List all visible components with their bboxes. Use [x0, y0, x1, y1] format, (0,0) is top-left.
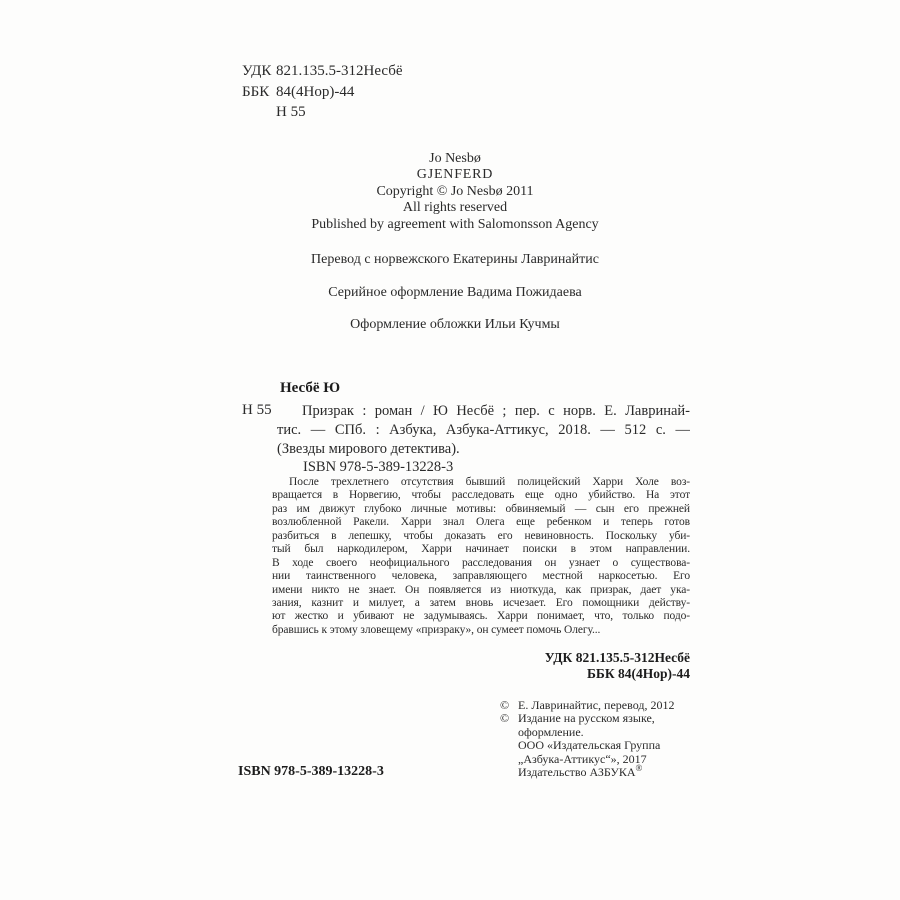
original-copyright-line: Copyright © Jo Nesbø 2011: [376, 183, 534, 199]
translation-credit: Перевод с норвежского Екатерины Лавринайтис: [311, 252, 599, 267]
udk-value: 821.135.5-312Несбё: [276, 63, 403, 79]
copyright-entry: [500, 699, 674, 712]
copyright-mark: ©: [500, 711, 510, 726]
annotation-line: нии таинственного человека, заправляющего местной наркосетью. Его: [272, 570, 690, 583]
series-design-credit: Серийное оформление Вадима Пожидаева: [328, 284, 582, 300]
copyright-publisher-lines: [518, 712, 660, 779]
annotation-line: вращается в Норвегию, чтобы расследовать еще одно убийство. На этот: [272, 489, 690, 502]
publisher-line: [518, 763, 660, 780]
annotation-line: имени никто не знает. Он появляется из ниоткуда, как призрак, дает ука-: [272, 583, 690, 596]
catalog-codes-top: [242, 61, 403, 123]
bbk-label: ББК: [242, 83, 270, 100]
udk-line: [242, 61, 403, 82]
copyright-entry: [500, 712, 674, 779]
book-annotation: [272, 476, 690, 637]
bib-line: тис. — СПб. : Азбука, Азбука-Аттикус, 2018. — 512 с. —: [277, 421, 690, 438]
copyright-translator-line: Е. Лавринайтис, перевод, 2012: [518, 698, 675, 712]
bib-author: Несбё Ю: [280, 380, 341, 396]
annotation-line: В ходе своего неофициального расследования он узнает о существова-: [272, 556, 690, 569]
udk-label: УДК: [242, 63, 272, 79]
annotation-line: После трехлетнего отсутствия бывший полицейский Харри Холе воз-: [289, 476, 690, 488]
copyright-block: [500, 699, 674, 780]
agency-line: Published by agreement with Salomonsson Agency: [311, 216, 599, 232]
registered-trademark-mark: ®: [635, 763, 643, 774]
annotation-line: ют жестко и убивают не задумываясь. Харри понимает, что, только подо-: [272, 610, 690, 623]
copyright-line: оформление.: [518, 724, 584, 739]
copyright-line: ООО «Издательская Группа: [518, 738, 661, 753]
isbn-bottom: ISBN 978-5-389-13228-3: [238, 764, 384, 779]
original-title: GJENFERD: [416, 167, 494, 183]
publisher-name: Издательство АЗБУКА: [518, 765, 636, 780]
annotation-line: возлюбленной Ракели. Харри знал Олега еще ребенком и теперь готов: [272, 516, 690, 529]
original-author: Jo Nesbø: [429, 151, 481, 166]
rights-reserved-line: All rights reserved: [402, 200, 508, 216]
copyright-mark: ©: [500, 698, 510, 712]
copyright-line: „Азбука-Аттикус“», 2017: [518, 751, 647, 766]
bib-line: (Звезды мирового детектива).: [277, 440, 460, 457]
bib-description: [277, 402, 690, 477]
original-edition-block: [230, 151, 680, 233]
annotation-line: тый был наркодилером, Харри начинает поиски в этом направлении.: [272, 543, 690, 556]
bbk-line-bottom: ББК 84(4Нор)-44: [586, 666, 690, 682]
bbk-line: [242, 82, 403, 103]
catalog-codes-bottom: [440, 650, 690, 682]
annotation-line: бравшись к этому зловещему «призраку», он сумеет помочь Олегу...: [272, 623, 601, 636]
author-sign-code: Н 55: [276, 104, 306, 120]
edition-credits: [230, 253, 680, 351]
cover-design-credit: Оформление обложки Ильи Кучмы: [350, 317, 560, 332]
bib-catalog-code: Н 55: [242, 402, 272, 418]
annotation-line: разбиться в лепешку, чтобы доказать его невиновность. Поскольку уби-: [272, 529, 690, 542]
annotation-line: зания, казнит и милует, а затем вновь исчезает. Его помощники действу-: [272, 596, 690, 609]
bib-line: Призрак : роман / Ю Несбё ; пер. с норв. Е. Лавринай-: [302, 403, 690, 419]
udk-line-bottom: УДК 821.135.5-312Несбё: [544, 650, 690, 665]
bib-isbn: ISBN 978-5-389-13228-3: [303, 459, 454, 476]
bbk-value: 84(4Нор)-44: [276, 83, 355, 100]
copyright-line: Издание на русском языке,: [518, 711, 655, 726]
annotation-line: раз им движут глубоко личные мотивы: обвиняемый — сын его прежней: [272, 502, 690, 515]
